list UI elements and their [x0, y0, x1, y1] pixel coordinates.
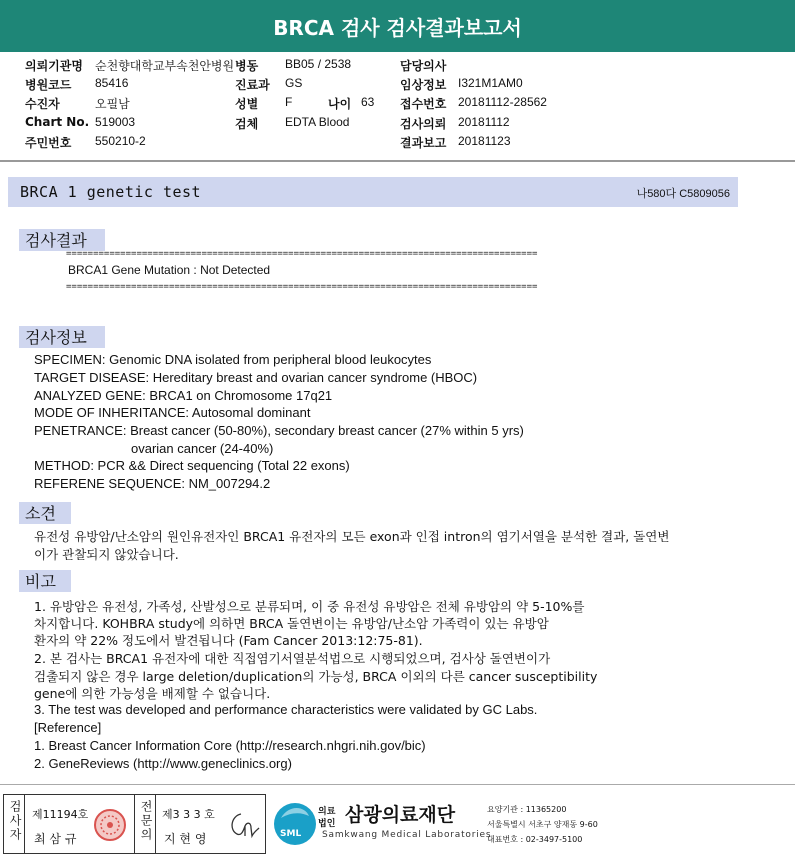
signature-footer	[3, 794, 793, 856]
dept-label: 진료과	[235, 78, 270, 92]
testinfo-heading: 검사정보	[19, 326, 105, 348]
ward-value: BB05 / 2538	[285, 57, 352, 71]
contact-institution-no: 요양기관 : 11365200	[487, 805, 567, 814]
specimen-label: 검체	[235, 117, 259, 131]
logo-text: SML	[280, 829, 302, 839]
report-label: 결과보고	[400, 136, 447, 150]
chart-value: 519003	[95, 115, 136, 129]
specialist-signature	[225, 808, 261, 842]
remarks-reference-label: [Reference]	[34, 720, 102, 735]
testinfo-penetrance-cont: ovarian cancer (24-40%)	[131, 441, 274, 456]
sml-logo-icon	[271, 800, 321, 850]
specimen-value: EDTA Blood	[285, 115, 350, 129]
testinfo-target-disease: TARGET DISEASE: Hereditary breast and ovarian cancer syndrome (HBOC)	[34, 370, 478, 385]
recipient-value: 오필남	[95, 97, 130, 111]
info-row-5	[0, 134, 795, 153]
dept-value: GS	[285, 76, 303, 90]
footer-divider	[0, 784, 795, 785]
remarks-reference-2: 2. GeneReviews (http://www.geneclinics.org)	[34, 756, 292, 771]
report-title: BRCA 검사 검사결과보고서	[0, 0, 795, 52]
clinical-label: 임상정보	[400, 78, 447, 92]
info-row-4	[0, 115, 795, 134]
institution-value: 순천향대학교부속천안병원	[95, 59, 235, 73]
org-prefix-2: 법인	[318, 819, 336, 829]
opinion-line-1: 유전성 유방암/난소암의 원인유전자인 BRCA1 유전자의 모든 exon과 인접 intron의 염기서열을 분석한 결과, 돌연변	[34, 529, 670, 544]
examiner-seal	[93, 808, 127, 842]
receipt-value: 20181112-28562	[458, 95, 547, 109]
info-row-3	[0, 95, 795, 114]
remarks-heading: 비고	[19, 570, 71, 592]
remarks-line-1: 1. 유방암은 유전성, 가족성, 산발성으로 분류되며, 이 중 유전성 유방암은 전체 유방암의 약 5-10%를	[34, 599, 585, 614]
remarks-line-3: 환자의 약 22% 정도에서 발견됩니다 (Fam Cancer 2013:12:75-81).	[34, 633, 423, 648]
testinfo-reference-seq: REFERENE SEQUENCE: NM_007294.2	[34, 476, 271, 491]
ward-label: 병동	[235, 59, 259, 73]
examiner-name: 최 삼 규	[34, 832, 77, 846]
info-row-1	[0, 57, 795, 76]
result-rule-bottom: =======================================================================================	[66, 282, 538, 292]
result-heading: 검사결과	[19, 229, 105, 251]
specialist-label: 전문의	[139, 800, 153, 842]
testinfo-inheritance: MODE OF INHERITANCE: Autosomal dominant	[34, 405, 311, 420]
receipt-label: 접수번호	[400, 97, 447, 111]
institution-label: 의뢰기관명	[25, 59, 83, 73]
test-code: 나580다 C5809056	[636, 188, 730, 200]
testinfo-penetrance: PENETRANCE: Breast cancer (50-80%), secondary breast cancer (27% within 5 yrs)	[34, 423, 524, 438]
org-name: 삼광의료재단	[345, 804, 456, 826]
chart-label: Chart No.	[25, 115, 90, 129]
ssn-label: 주민번호	[25, 136, 72, 150]
request-label: 검사의뢰	[400, 117, 447, 131]
remarks-reference-1: 1. Breast Cancer Information Core (http://research.nhgri.nih.gov/bic)	[34, 738, 426, 753]
examiner-license: 제11194호	[32, 808, 89, 821]
doctor-label: 담당의사	[400, 59, 447, 73]
examiner-label: 검사자	[8, 800, 22, 842]
clinical-value: I321M1AM0	[458, 76, 523, 90]
specialist-name: 지 현 영	[164, 832, 207, 846]
remarks-line-5: 검출되지 않은 경우 large deletion/duplication의 가능성, BRCA 이외의 다른 cancer susceptibility	[34, 669, 598, 684]
info-row-2	[0, 76, 795, 95]
remarks-line-2: 차지합니다. KOHBRA study에 의하면 BRCA 돌연변이는 유방암/난소암 가족력이 있는 유방암	[34, 616, 549, 631]
test-title-band	[8, 177, 738, 207]
report-value: 20181123	[458, 134, 511, 148]
age-label: 나이	[328, 97, 352, 111]
age-value: 63	[361, 95, 375, 109]
ssn-value: 550210-2	[95, 134, 146, 148]
hospital-code-value: 85416	[95, 76, 129, 90]
contact-address: 서울특별시 서초구 양재동 9-60	[487, 820, 598, 829]
result-text: BRCA1 Gene Mutation : Not Detected	[68, 263, 271, 277]
org-prefix-1: 의료	[318, 807, 336, 817]
result-rule-top: =======================================================================================	[66, 249, 538, 259]
specialist-license: 제3 3 3 호	[162, 808, 215, 821]
sex-label: 성별	[235, 97, 259, 111]
header-divider	[0, 160, 795, 162]
opinion-line-2: 이가 관찰되지 않았습니다.	[34, 547, 179, 562]
hospital-code-label: 병원코드	[25, 78, 72, 92]
sex-value: F	[285, 95, 293, 109]
remarks-line-4: 2. 본 검사는 BRCA1 유전자에 대한 직접염기서열분석법으로 시행되었으며, 검사상 돌연변이가	[34, 651, 551, 666]
remarks-line-7: 3. The test was developed and performance characteristics were validated by GC Labs.	[34, 702, 538, 717]
contact-phone: 대표번호 : 02-3497-5100	[487, 835, 583, 844]
request-value: 20181112	[458, 115, 510, 129]
recipient-label: 수진자	[25, 97, 60, 111]
opinion-heading: 소견	[19, 502, 71, 524]
testinfo-analyzed-gene: ANALYZED GENE: BRCA1 on Chromosome 17q21	[34, 388, 333, 403]
patient-info-block	[0, 55, 795, 159]
remarks-line-6: gene에 의한 가능성을 배제할 수 없습니다.	[34, 686, 271, 701]
testinfo-specimen: SPECIMEN: Genomic DNA isolated from peripheral blood leukocytes	[34, 352, 432, 367]
test-title: BRCA 1 genetic test	[20, 183, 202, 201]
org-english-name: Samkwang Medical Laboratories	[322, 830, 492, 840]
testinfo-method: METHOD: PCR && Direct sequencing (Total 22 exons)	[34, 458, 350, 473]
